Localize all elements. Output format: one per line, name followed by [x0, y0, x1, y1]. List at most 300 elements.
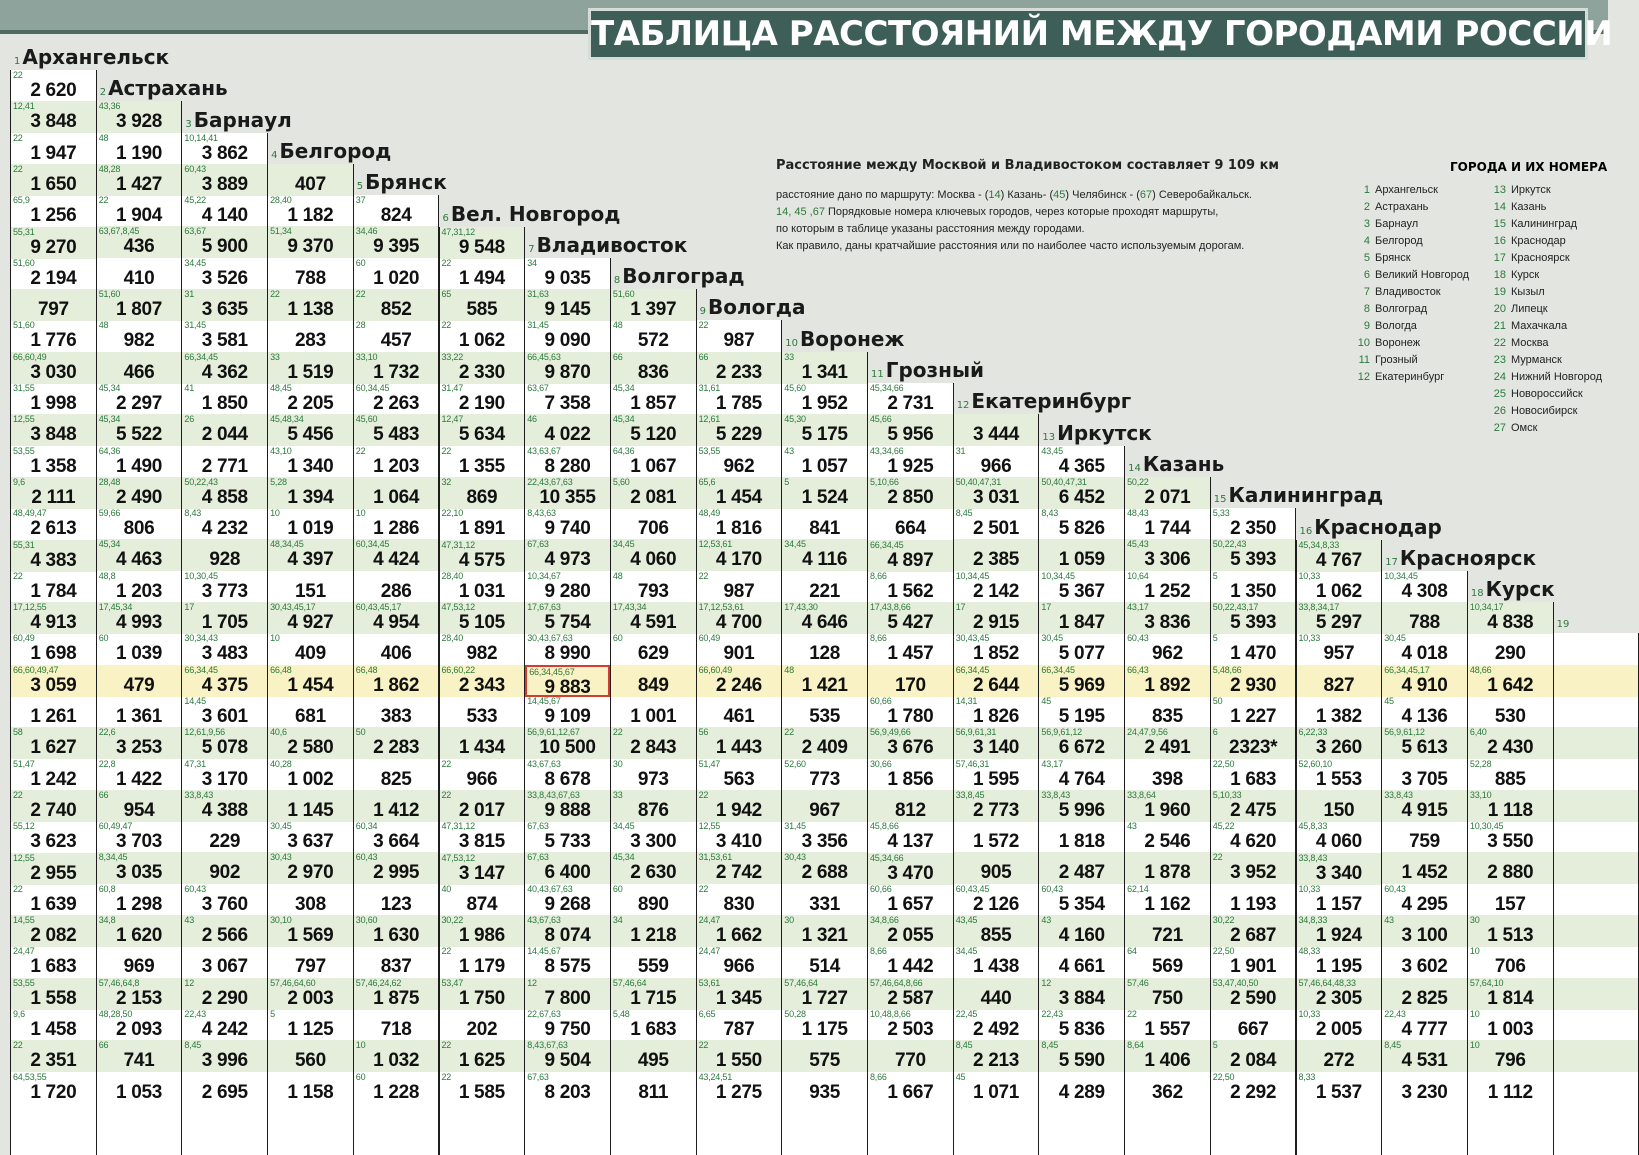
distance-value: 969 — [97, 956, 182, 978]
distance-value: 3 031 — [954, 487, 1039, 509]
distance-cell — [868, 1040, 953, 1072]
distance-cell — [782, 383, 867, 415]
distance-value: 409 — [268, 643, 353, 665]
distance-cell — [354, 790, 439, 822]
distance-cell — [697, 1072, 782, 1104]
distance-value: 560 — [268, 1050, 353, 1072]
distance-value: 966 — [697, 956, 782, 978]
distance-value: 2 153 — [97, 988, 182, 1010]
route-numbers: 53,55 — [13, 446, 35, 456]
route-numbers: 8,34,45 — [99, 852, 128, 862]
distance-value: 6 672 — [1039, 737, 1124, 759]
route-numbers: 5,48,66 — [1213, 665, 1242, 675]
distance-cell — [268, 759, 353, 791]
distance-cell — [954, 727, 1039, 759]
distance-cell — [1554, 915, 1639, 947]
route-numbers: 43,67,63 — [527, 759, 560, 769]
route-numbers: 30,43,45,17 — [270, 602, 315, 612]
distance-value: 4 308 — [1382, 581, 1467, 603]
route-numbers: 45,22 — [1213, 821, 1235, 831]
distance-value: 721 — [1125, 925, 1210, 947]
route-numbers: 66,34,45 — [956, 665, 989, 675]
distance-value: 3 030 — [11, 362, 96, 384]
route-numbers: 45,34,8,33 — [1299, 540, 1340, 550]
distance-value: 3 035 — [97, 862, 182, 884]
distance-cell — [440, 571, 525, 603]
distance-value: 514 — [782, 956, 867, 978]
distance-cell — [182, 884, 267, 916]
route-numbers: 64,36 — [99, 446, 121, 456]
distance-value: 1 776 — [11, 330, 96, 352]
distance-cell — [782, 633, 867, 665]
distance-cell — [1039, 852, 1124, 884]
distance-value: 987 — [697, 330, 782, 352]
route-numbers: 22,50 — [1213, 759, 1235, 769]
city-number: 9 — [700, 306, 706, 317]
distance-value: 1 847 — [1039, 612, 1124, 634]
distance-cell — [1125, 915, 1210, 947]
distance-cell — [1125, 539, 1210, 571]
distance-cell — [440, 1040, 525, 1072]
distance-cell — [354, 195, 439, 227]
distance-cell — [868, 414, 953, 446]
city-name: Грозный — [886, 358, 984, 382]
distance-cell — [1211, 696, 1296, 728]
distance-value: 221 — [782, 581, 867, 603]
distance-value: 1 242 — [11, 769, 96, 791]
distance-cell — [1125, 978, 1210, 1010]
route-numbers: 30,45 — [1384, 633, 1406, 643]
distance-value: 1 856 — [868, 769, 953, 791]
route-numbers: 22 — [13, 790, 23, 800]
distance-value: 5 229 — [697, 424, 782, 446]
distance-cell — [1382, 790, 1467, 822]
distance-value: 1 071 — [954, 1082, 1039, 1104]
distance-cell — [868, 884, 953, 916]
distance-cell — [1039, 884, 1124, 916]
distance-cell — [268, 602, 353, 634]
distance-value: 935 — [782, 1082, 867, 1104]
distance-cell — [1039, 1009, 1124, 1041]
distance-value: 1 862 — [354, 675, 439, 697]
legend-city: Волгоград — [1375, 303, 1427, 315]
legend-item — [1356, 267, 1469, 284]
route-numbers: 28 — [356, 320, 366, 330]
distance-value: 436 — [97, 236, 182, 258]
route-numbers: 53,55 — [13, 978, 35, 988]
route-numbers: 10,34,67 — [527, 571, 560, 581]
distance-value: 1 454 — [268, 675, 353, 697]
distance-cell — [1039, 1040, 1124, 1072]
distance-cell — [697, 508, 782, 540]
distance-value: 2 930 — [1211, 675, 1296, 697]
distance-value: 2 475 — [1211, 800, 1296, 822]
distance-cell — [1297, 602, 1382, 634]
distance-cell — [1382, 759, 1467, 791]
distance-value: 1 218 — [611, 925, 696, 947]
distance-cell — [11, 915, 96, 947]
route-numbers: 22,43 — [1041, 1009, 1063, 1019]
distance-cell — [697, 884, 782, 916]
city-number: 6 — [443, 213, 449, 224]
route-numbers: 34,45 — [184, 258, 206, 268]
distance-cell — [868, 853, 953, 885]
distance-cell — [11, 727, 96, 759]
distance-value: 4 915 — [1382, 800, 1467, 822]
column-header-14 — [1128, 453, 1224, 480]
route-numbers: 10,14,41 — [184, 133, 217, 143]
column-19 — [1553, 633, 1639, 1155]
distance-cell — [97, 665, 182, 697]
distance-value: 2 630 — [611, 862, 696, 884]
route-numbers: 43,24,51 — [699, 1072, 732, 1082]
route-numbers: 66,43 — [1127, 665, 1149, 675]
route-numbers: 32 — [442, 477, 452, 487]
distance-value: 1 355 — [440, 456, 525, 478]
distance-value: 1 924 — [1297, 925, 1382, 947]
distance-value: 869 — [440, 487, 525, 509]
distance-value: 1 620 — [97, 925, 182, 947]
route-numbers: 64,36 — [613, 446, 635, 456]
route-numbers: 53,61 — [699, 978, 721, 988]
route-numbers: 43,45 — [1041, 446, 1063, 456]
distance-value: 796 — [1468, 1050, 1553, 1072]
distance-value: 9 145 — [525, 299, 610, 321]
distance-cell — [354, 383, 439, 415]
route-numbers: 67,63 — [527, 821, 549, 831]
route-numbers: 60,49 — [699, 633, 721, 643]
distance-cell — [782, 508, 867, 540]
distance-cell — [1468, 884, 1553, 916]
distance-cell — [11, 821, 96, 853]
distance-value: 1 818 — [1039, 831, 1124, 853]
route-numbers: 45,34 — [99, 539, 121, 549]
distance-cell — [782, 852, 867, 884]
legend-city: Махачкала — [1511, 320, 1567, 332]
route-numbers: 45,8,33 — [1299, 821, 1328, 831]
route-numbers: 56 — [699, 727, 709, 737]
route-numbers: 33,22 — [442, 352, 464, 362]
distance-cell — [97, 1040, 182, 1072]
distance-cell — [97, 884, 182, 916]
distance-cell — [268, 414, 353, 446]
route-numbers: 43,17 — [1127, 602, 1149, 612]
distance-cell — [1554, 821, 1639, 853]
legend-number: 2 — [1356, 199, 1370, 216]
route-numbers: 51,47 — [699, 759, 721, 769]
distance-value: 1 986 — [440, 925, 525, 947]
distance-value: 3 664 — [354, 831, 439, 853]
city-number: 19 — [1557, 619, 1570, 630]
route-numbers: 31,45 — [184, 320, 206, 330]
distance-cell — [440, 978, 525, 1010]
distance-cell — [354, 759, 439, 791]
route-numbers: 22 — [13, 1040, 23, 1050]
distance-cell — [1382, 1072, 1467, 1104]
distance-cell — [954, 633, 1039, 665]
route-numbers: 24,47 — [699, 915, 721, 925]
legend-number: 20 — [1492, 301, 1506, 318]
route-numbers: 45 — [956, 1072, 966, 1082]
distance-cell — [525, 446, 610, 478]
distance-value: 855 — [954, 925, 1039, 947]
distance-cell — [611, 821, 696, 853]
distance-value: 1 057 — [782, 456, 867, 478]
column-10 — [781, 352, 868, 1155]
distance-cell — [1039, 946, 1124, 978]
distance-cell — [354, 1040, 439, 1072]
distance-cell — [268, 915, 353, 947]
route-numbers: 30,43 — [270, 852, 292, 862]
route-numbers: 45,34 — [99, 383, 121, 393]
route-numbers: 10 — [356, 1040, 366, 1050]
distance-value: 4 232 — [182, 518, 267, 540]
distance-cell — [868, 383, 953, 415]
distance-cell — [97, 852, 182, 884]
column-18 — [1467, 602, 1554, 1155]
distance-value: 967 — [782, 800, 867, 822]
route-numbers: 51,60 — [613, 289, 635, 299]
route-numbers: 47,31 — [184, 759, 206, 769]
distance-cell — [1039, 571, 1124, 603]
distance-value: 559 — [611, 956, 696, 978]
distance-value: 1 062 — [1297, 581, 1382, 603]
route-numbers: 48 — [784, 665, 794, 675]
route-numbers: 60,49 — [13, 633, 35, 643]
route-numbers: 60,34,45 — [356, 539, 389, 549]
route-numbers: 5,33 — [1213, 508, 1230, 518]
route-numbers: 9,6 — [13, 477, 25, 487]
distance-cell — [782, 477, 867, 509]
route-numbers: 22 — [13, 164, 23, 174]
route-numbers: 8,66 — [870, 946, 887, 956]
distance-cell — [11, 133, 96, 165]
distance-cell — [868, 915, 953, 947]
route-numbers: 43 — [184, 915, 194, 925]
distance-cell — [1297, 1009, 1382, 1041]
route-numbers: 66,60,49 — [699, 665, 732, 675]
legend-city: Екатеринбург — [1375, 371, 1444, 383]
distance-cell — [782, 727, 867, 759]
distance-cell — [354, 320, 439, 352]
route-numbers: 56,9,61,12 — [1041, 727, 1082, 737]
distance-cell — [782, 1009, 867, 1041]
distance-value: 4 927 — [268, 612, 353, 634]
distance-value: 2 490 — [97, 487, 182, 509]
distance-value: 2 695 — [182, 1082, 267, 1104]
distance-cell — [268, 790, 353, 822]
distance-cell — [1297, 884, 1382, 916]
route-numbers: 24,47 — [13, 946, 35, 956]
distance-value: 3 952 — [1211, 862, 1296, 884]
city-name: Владивосток — [537, 233, 688, 257]
column-6 — [439, 227, 526, 1155]
route-numbers: 53,47,40,50 — [1213, 978, 1258, 988]
distance-value: 827 — [1297, 675, 1382, 697]
route-numbers: 48,28,50 — [99, 1009, 132, 1019]
route-numbers: 28,48 — [99, 477, 121, 487]
route-numbers: 60,43 — [184, 164, 206, 174]
distance-value: 3 306 — [1125, 549, 1210, 571]
distance-cell — [697, 383, 782, 415]
distance-value: 2 503 — [868, 1019, 953, 1041]
distance-value: 797 — [268, 956, 353, 978]
route-numbers: 12,53,61 — [699, 539, 732, 549]
route-numbers: 31,47 — [442, 383, 464, 393]
distance-cell — [611, 633, 696, 665]
distance-value: 1 569 — [268, 925, 353, 947]
route-numbers: 33,10 — [1470, 790, 1492, 800]
route-numbers: 22 — [442, 790, 452, 800]
route-numbers: 60,49,47 — [99, 821, 132, 831]
legend-item — [1356, 182, 1438, 199]
route-numbers: 17 — [184, 602, 194, 612]
column-header-16 — [1300, 516, 1442, 543]
route-numbers: 8,43 — [184, 508, 201, 518]
distance-cell — [268, 1009, 353, 1041]
distance-cell — [1382, 633, 1467, 665]
city-number: 8 — [614, 275, 620, 286]
route-numbers: 31,63 — [527, 289, 549, 299]
distance-cell — [440, 602, 525, 634]
route-numbers: 48,28 — [99, 164, 121, 174]
distance-cell — [354, 946, 439, 978]
route-numbers: 48,49 — [699, 508, 721, 518]
route-numbers: 6 — [1213, 727, 1218, 737]
route-numbers: 22 — [699, 790, 709, 800]
distance-cell — [97, 226, 182, 258]
legend-city: Вологда — [1375, 320, 1417, 332]
distance-value: 2 003 — [268, 988, 353, 1010]
distance-value: 928 — [182, 549, 267, 571]
distance-value: 1 454 — [697, 487, 782, 509]
distance-cell — [954, 821, 1039, 853]
distance-cell — [868, 790, 953, 822]
route-numbers: 10,48,8,66 — [870, 1009, 911, 1019]
distance-cell — [354, 226, 439, 258]
route-numbers: 14,45,67 — [527, 696, 560, 706]
legend-item — [1356, 199, 1428, 216]
distance-value: 4 060 — [1297, 831, 1382, 853]
route-numbers: 22 — [613, 727, 623, 737]
distance-value: 812 — [868, 800, 953, 822]
distance-cell — [11, 446, 96, 478]
distance-cell — [868, 571, 953, 603]
legend-number: 9 — [1356, 318, 1370, 335]
distance-value: 3 637 — [268, 831, 353, 853]
route-numbers: 12 — [527, 978, 537, 988]
route-numbers: 12 — [1041, 978, 1051, 988]
distance-value: 841 — [782, 518, 867, 540]
route-numbers: 40,6 — [270, 727, 287, 737]
distance-value: 1 814 — [1468, 988, 1553, 1010]
distance-cell — [97, 446, 182, 478]
route-numbers: 22 — [13, 884, 23, 894]
distance-cell — [182, 1009, 267, 1041]
distance-value: 272 — [1297, 1050, 1382, 1072]
distance-value: 1 361 — [97, 706, 182, 728]
route-numbers: 22,67,63 — [527, 1009, 560, 1019]
city-name: Воронеж — [800, 327, 904, 351]
route-numbers: 17,45,34 — [99, 602, 132, 612]
legend-city: Кызыл — [1511, 286, 1545, 298]
distance-cell — [11, 258, 96, 290]
distance-cell — [1039, 633, 1124, 665]
route-numbers: 14,45 — [184, 696, 206, 706]
distance-value: 575 — [782, 1050, 867, 1072]
distance-cell — [354, 665, 439, 697]
city-number: 5 — [357, 181, 363, 192]
column-header-3 — [185, 109, 291, 136]
route-numbers: 60,43 — [356, 852, 378, 862]
legend-item — [1356, 369, 1444, 386]
legend-item — [1492, 250, 1570, 267]
distance-cell — [268, 571, 353, 603]
distance-cell — [1297, 665, 1382, 697]
distance-cell — [611, 727, 696, 759]
distance-cell — [268, 665, 353, 697]
distance-cell — [611, 915, 696, 947]
route-numbers: 8,45 — [956, 1040, 973, 1050]
distance-value: 962 — [1125, 643, 1210, 665]
route-numbers: 34 — [613, 915, 623, 925]
route-numbers: 30,60 — [356, 915, 378, 925]
distance-value: 331 — [782, 894, 867, 916]
distance-value: 1 227 — [1211, 706, 1296, 728]
distance-cell — [182, 414, 267, 446]
legend-city: Омск — [1511, 422, 1537, 434]
distance-cell — [97, 696, 182, 728]
legend-city: Брянск — [1375, 252, 1411, 264]
distance-value: 5 393 — [1211, 549, 1296, 571]
route-numbers: 22 — [356, 289, 366, 299]
route-numbers: 55,31 — [13, 540, 35, 550]
distance-cell — [97, 258, 182, 290]
distance-cell — [97, 320, 182, 352]
distance-cell — [1468, 633, 1553, 665]
column-header-10 — [785, 328, 904, 355]
distance-value: 1 715 — [611, 988, 696, 1010]
distance-value: 406 — [354, 643, 439, 665]
distance-cell — [954, 508, 1039, 540]
route-numbers: 22 — [1213, 852, 1223, 862]
distance-cell — [354, 1072, 439, 1104]
distance-cell — [440, 477, 525, 509]
distance-value: 2 142 — [954, 581, 1039, 603]
distance-cell — [954, 696, 1039, 728]
distance-cell — [1382, 696, 1467, 728]
route-numbers: 34,45 — [784, 539, 806, 549]
distance-value: 706 — [1468, 956, 1553, 978]
distance-value: 5 393 — [1211, 612, 1296, 634]
legend-item — [1356, 335, 1420, 352]
distance-value: 4 116 — [782, 549, 867, 571]
distance-cell — [1382, 852, 1467, 884]
route-numbers: 43,63,67 — [527, 446, 560, 456]
distance-cell — [268, 727, 353, 759]
distance-cell — [868, 446, 953, 478]
distance-value: 585 — [440, 299, 525, 321]
distance-cell — [1554, 946, 1639, 978]
distance-value: 170 — [868, 675, 953, 697]
distance-value: 770 — [868, 1050, 953, 1072]
distance-cell — [1468, 1072, 1553, 1104]
distance-cell — [1211, 884, 1296, 916]
distance-cell — [182, 320, 267, 352]
distance-cell — [182, 665, 267, 697]
distance-value: 2 005 — [1297, 1019, 1382, 1041]
legend-number: 14 — [1492, 199, 1506, 216]
